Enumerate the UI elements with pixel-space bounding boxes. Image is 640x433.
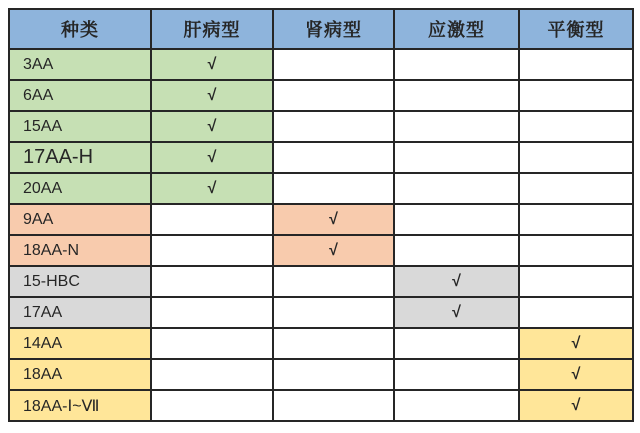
empty-cell — [151, 390, 273, 421]
row-label: 20AA — [9, 173, 151, 204]
empty-cell — [394, 49, 519, 80]
checkmark-cell: √ — [151, 49, 273, 80]
empty-cell — [394, 80, 519, 111]
row-label: 18AA-N — [9, 235, 151, 266]
row-label: 18AA-Ⅰ~Ⅶ — [9, 390, 151, 421]
empty-cell — [394, 111, 519, 142]
row-label: 15-HBC — [9, 266, 151, 297]
row-label: 14AA — [9, 328, 151, 359]
empty-cell — [394, 390, 519, 421]
empty-cell — [273, 297, 394, 328]
checkmark-cell: √ — [394, 297, 519, 328]
table-row — [9, 266, 633, 297]
empty-cell — [394, 204, 519, 235]
table-row — [9, 359, 633, 390]
checkmark-cell: √ — [151, 142, 273, 173]
row-label: 18AA — [9, 359, 151, 390]
table-row — [9, 111, 633, 142]
empty-cell — [151, 266, 273, 297]
column-header-0: 种类 — [9, 9, 151, 49]
table-row — [9, 235, 633, 266]
empty-cell — [519, 204, 633, 235]
row-label: 15AA — [9, 111, 151, 142]
column-header-1: 肝病型 — [151, 9, 273, 49]
checkmark-cell: √ — [273, 204, 394, 235]
row-label: 3AA — [9, 49, 151, 80]
empty-cell — [151, 297, 273, 328]
empty-cell — [519, 111, 633, 142]
row-label: 6AA — [9, 80, 151, 111]
empty-cell — [394, 173, 519, 204]
empty-cell — [151, 359, 273, 390]
checkmark-cell: √ — [519, 328, 633, 359]
empty-cell — [273, 80, 394, 111]
table-row — [9, 49, 633, 80]
table-row — [9, 173, 633, 204]
checkmark-cell: √ — [151, 111, 273, 142]
empty-cell — [519, 297, 633, 328]
row-label: 17AA — [9, 297, 151, 328]
amino-acid-type-table — [8, 8, 634, 422]
empty-cell — [273, 328, 394, 359]
empty-cell — [519, 266, 633, 297]
checkmark-cell: √ — [519, 359, 633, 390]
checkmark-cell: √ — [151, 173, 273, 204]
empty-cell — [519, 173, 633, 204]
empty-cell — [273, 266, 394, 297]
empty-cell — [273, 390, 394, 421]
empty-cell — [394, 359, 519, 390]
empty-cell — [273, 111, 394, 142]
empty-cell — [273, 173, 394, 204]
checkmark-cell: √ — [273, 235, 394, 266]
table-row — [9, 297, 633, 328]
row-label: 9AA — [9, 204, 151, 235]
column-header-3: 应激型 — [394, 9, 519, 49]
table-body — [9, 49, 633, 421]
checkmark-cell: √ — [151, 80, 273, 111]
empty-cell — [394, 328, 519, 359]
empty-cell — [519, 142, 633, 173]
table-row — [9, 328, 633, 359]
empty-cell — [519, 235, 633, 266]
amino-acid-type-table-wrap — [8, 8, 634, 422]
column-header-2: 肾病型 — [273, 9, 394, 49]
table-row — [9, 390, 633, 421]
empty-cell — [151, 204, 273, 235]
checkmark-cell: √ — [519, 390, 633, 421]
empty-cell — [519, 80, 633, 111]
column-header-4: 平衡型 — [519, 9, 633, 49]
header-row — [9, 9, 633, 49]
empty-cell — [273, 359, 394, 390]
checkmark-cell: √ — [394, 266, 519, 297]
empty-cell — [273, 49, 394, 80]
empty-cell — [151, 328, 273, 359]
empty-cell — [151, 235, 273, 266]
empty-cell — [273, 142, 394, 173]
table-row — [9, 142, 633, 173]
empty-cell — [519, 49, 633, 80]
empty-cell — [394, 142, 519, 173]
table-row — [9, 80, 633, 111]
table-row — [9, 204, 633, 235]
row-label: 17AA-H — [9, 142, 151, 173]
empty-cell — [394, 235, 519, 266]
